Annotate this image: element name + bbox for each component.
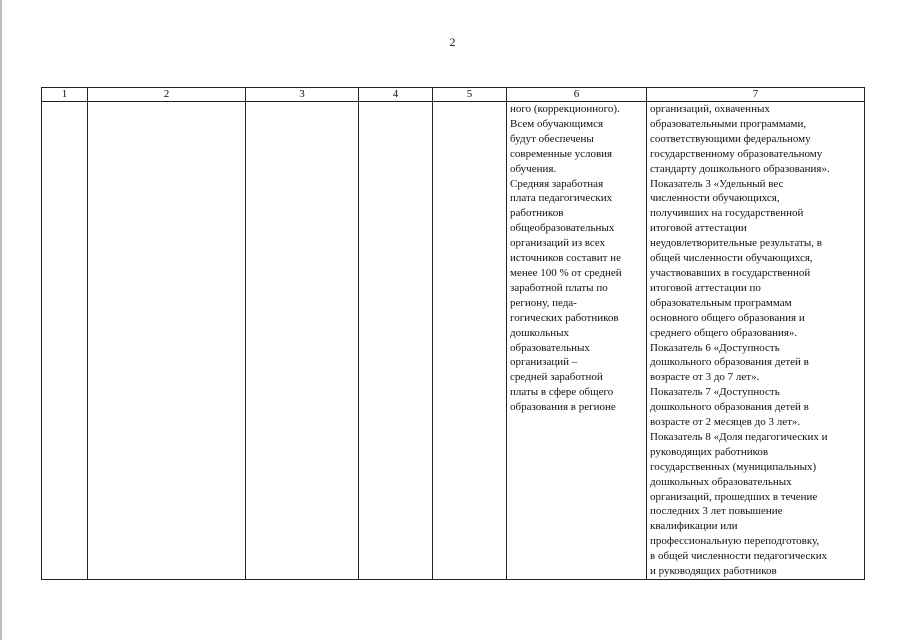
col7-line: государственных (муниципальных): [650, 460, 817, 473]
col7-line: государственному образовательному: [650, 147, 823, 160]
col6-line: дошкольных: [510, 326, 569, 339]
header-row: [42, 88, 865, 102]
col7-line: получивших на государственной: [650, 207, 804, 220]
col7-line: итоговой аттестации: [650, 222, 747, 235]
col7-line: в общей численности педагогических: [650, 550, 828, 563]
col7-line: неудовлетворительные результаты, в: [650, 237, 822, 250]
col7-line: Показатель 8 «Доля педагогических и: [650, 430, 828, 443]
col6-line: Средняя заработная: [510, 177, 604, 190]
col7-line: и руководящих работников: [650, 565, 777, 578]
col7-line: стандарту дошкольного образования».: [650, 162, 830, 175]
col7-line: образовательными программами,: [650, 117, 807, 130]
header-col-6: 6: [507, 88, 647, 102]
col6-line: образования в регионе: [510, 401, 616, 414]
cell-col-1: [42, 102, 88, 580]
col7-line: организаций, прошедших в течение: [650, 490, 818, 503]
col7-line: Показатель 3 «Удельный вес: [650, 177, 784, 190]
col6-line: источников составит не: [510, 252, 621, 265]
col6-line: обучения.: [510, 162, 557, 175]
col7-text: [647, 102, 864, 579]
col6-line: платы в сфере общего: [510, 386, 614, 399]
table-row: [42, 102, 865, 580]
cell-col-4: [359, 102, 433, 580]
header-col-4: 4: [359, 88, 433, 102]
cell-col-2: [88, 102, 246, 580]
col6-line: Всем обучающимся: [510, 117, 604, 130]
col7-line: общей численности обучающихся,: [650, 252, 813, 265]
col6-line: гогических работников: [510, 311, 619, 324]
col7-line: Показатель 6 «Доступность: [650, 341, 780, 354]
col6-line: региону, педа-: [510, 296, 577, 309]
col6-line: общеобразовательных: [510, 222, 615, 235]
document-table: [41, 87, 865, 580]
col7-line: квалификации или: [650, 520, 738, 533]
col7-line: возрасте от 2 месяцев до 3 лет».: [650, 416, 801, 429]
col7-line: соответствующими федеральному: [650, 132, 811, 145]
col7-line: дошкольного образования детей в: [650, 401, 809, 414]
cell-col-5: [433, 102, 507, 580]
col7-line: среднего общего образования».: [650, 326, 798, 339]
col6-line: менее 100 % от средней: [510, 266, 622, 279]
page-number: 2: [449, 35, 456, 49]
header-col-2: 2: [88, 88, 246, 102]
col6-line: организаций –: [510, 356, 578, 369]
header-col-1: 1: [42, 88, 88, 102]
cell-col-3: [246, 102, 359, 580]
col7-line: последних 3 лет повышение: [650, 505, 783, 518]
col7-line: образовательным программам: [650, 296, 792, 309]
col7-line: возрасте от 3 до 7 лет».: [650, 371, 760, 384]
col7-line: участвовавших в государственной: [650, 266, 811, 279]
col7-line: дошкольного образования детей в: [650, 356, 809, 369]
col6-line: организаций из всех: [510, 237, 606, 250]
col6-line: образовательных: [510, 341, 590, 354]
cell-col-6: [507, 102, 647, 580]
header-col-5: 5: [433, 88, 507, 102]
col7-line: итоговой аттестации по: [650, 281, 761, 294]
col6-line: заработной платы по: [510, 281, 608, 294]
col7-line: численности обучающихся,: [650, 192, 780, 205]
col6-line: будут обеспечены: [510, 132, 594, 145]
col6-line: современные условия: [510, 147, 613, 160]
header-col-7: 7: [647, 88, 865, 102]
cell-col-7: [647, 102, 865, 580]
col7-line: основного общего образования и: [650, 311, 805, 324]
scan-edge-line: [0, 0, 2, 640]
col7-line: руководящих работников: [650, 445, 769, 458]
header-col-3: 3: [246, 88, 359, 102]
col7-line: профессиональную переподготовку,: [650, 535, 820, 548]
col6-line: работников: [510, 207, 564, 220]
col6-line: ного (коррекционного).: [510, 103, 620, 115]
col7-line: Показатель 7 «Доступность: [650, 386, 780, 399]
col7-line: организаций, охваченных: [650, 103, 770, 115]
col7-line: дошкольных образовательных: [650, 475, 792, 488]
col6-line: плата педагогических: [510, 192, 613, 205]
col6-text: [507, 102, 646, 415]
col6-line: средней заработной: [510, 371, 603, 384]
